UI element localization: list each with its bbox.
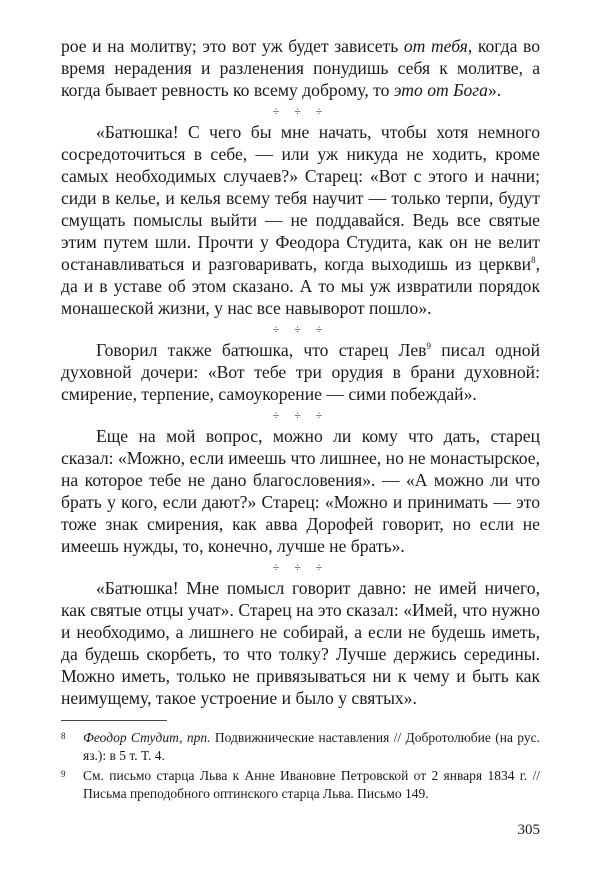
section-separator: ÷ ÷ ÷ — [272, 408, 329, 422]
paragraph-4: Еще на мой вопрос, можно ли кому что дать, старец сказал: «Можно, если имеешь что лишнее, но не монастырское, на которое тебе не дано благословения». — «А можно ли что брать у кого, если дают?» Старец: «Можно и принимать — это тоже знак смирения, как авва Дорофей говорит, но если не имеешь нужды, то, конечно, лучше не брать». — [61, 426, 540, 556]
footnote-8 — [61, 729, 540, 765]
footnote-divider — [61, 720, 167, 721]
footnote-ref-8[interactable]: 8 — [531, 255, 536, 265]
footnote-number: 9 — [61, 769, 66, 779]
paragraph-5: «Батюшка! Мне помысл говорит давно: не имей ничего, как святые отцы учат». Старец на это сказал: «Имей, что нужно и необходимо, а лишнего не собирай, а если не будешь иметь, да будешь скорбеть, то что толку? Лучше держись середины. Можно иметь, только не привязываться ни к чему и быть как неимущему, такое устроение и было у святых». — [61, 578, 540, 708]
section-separator: ÷ ÷ ÷ — [272, 322, 329, 336]
footnote-ref-9[interactable]: 9 — [426, 341, 431, 351]
paragraph-2: «Батюшка! С чего бы мне начать, чтобы хотя немного сосредоточиться в себе, — или уж никуда не ходить, кроме самых необходимых случаев?» Старец: «Вот с этого и начни; сиди в келье, и келья всему тебя научит — только терпи, будут смущать помыслы выйти — не поддавайся. Ведь все святые этим путем шли. Прочти у Феодора Студита, как он не велит останавливаться и разговаривать, когда выходишь из церкви$^8$, да и в уставе об этом сказано. А то мы уж извратили порядок монашеской жизни, у нас все навыворот пошло». — [61, 122, 540, 318]
section-separator: ÷ ÷ ÷ — [272, 560, 329, 574]
emphasis: от тебя — [403, 36, 468, 56]
section-separator: ÷ ÷ ÷ — [272, 104, 329, 118]
emphasis: это от Бога — [393, 80, 488, 100]
footnote-author: Феодор Студит, прп. — [83, 730, 211, 745]
footnote-9 — [61, 767, 540, 803]
page-number: 305 — [517, 822, 540, 838]
paragraph-3: Говорил также батюшка, что старец Лев$^9$ писал одной духовной дочери: «Вот тебе три орудия в брани духовной: смирение, терпение, самоукорение — сими побеждай». — [61, 340, 540, 404]
main-text — [61, 35, 540, 709]
footnote-number: 8 — [61, 731, 66, 741]
footnote-text: Подвижнические наставления // Добротолюбие (на рус. яз.): в 5 т. Т. 4. — [83, 730, 540, 763]
footnotes — [61, 729, 540, 805]
footnote-text: См. письмо старца Льва к Анне Ивановне Петровской от 2 января 1834 г. // Письма преподобного оптинского старца Льва. Письмо 149. — [83, 768, 540, 801]
paragraph-1: рое и на молитву; это вот уж будет зависеть от тебя, когда во время нерадения и разленения понудишь себя к молитве, а когда бывает ревность ко всему доброму, то это от Бога». — [61, 36, 540, 100]
